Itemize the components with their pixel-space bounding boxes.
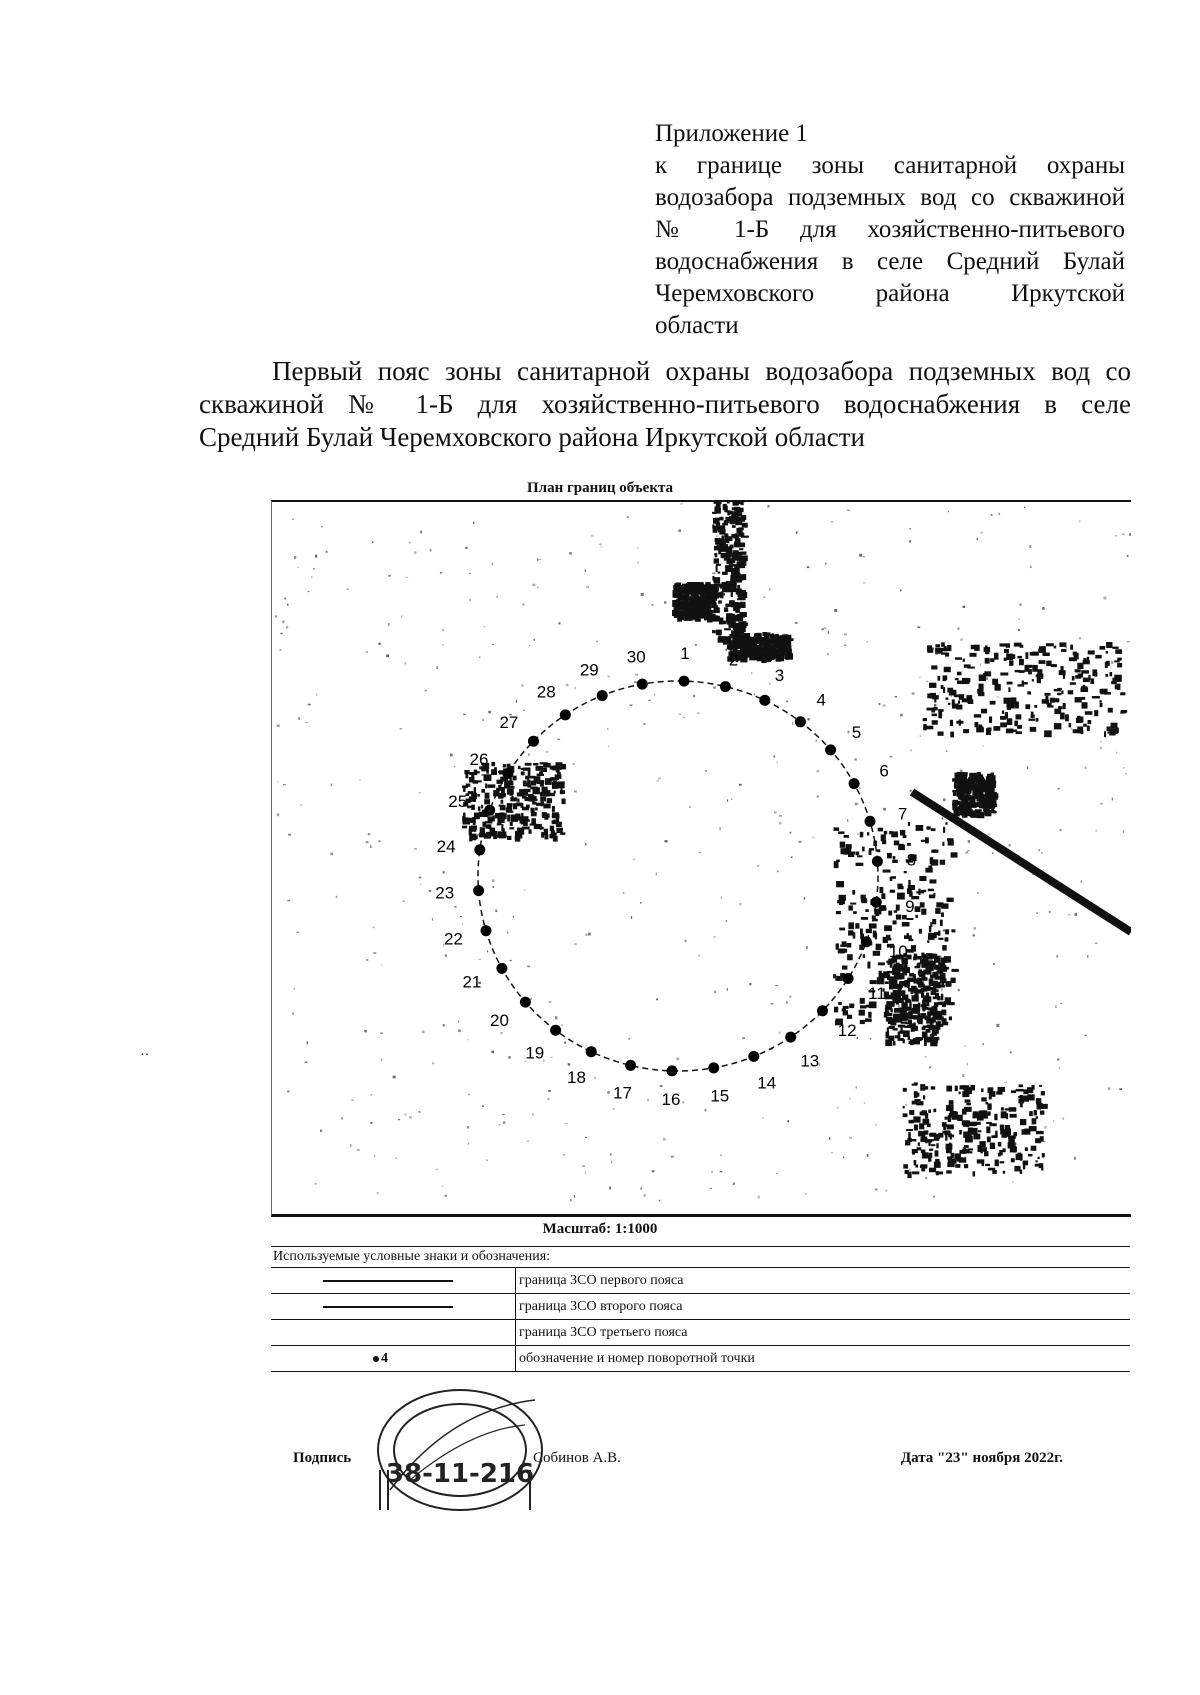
point-dot-icon: [843, 973, 854, 984]
point-dot-icon: [637, 679, 648, 690]
appendix-line: Приложение 1: [655, 120, 808, 147]
point-dot-icon: [597, 690, 608, 701]
terrain-blob: [923, 642, 1127, 737]
point-label: 14: [757, 1073, 777, 1093]
point-label: 12: [837, 1021, 857, 1041]
point-label: 22: [443, 929, 463, 949]
point-label: 4: [816, 690, 826, 710]
point-label: 21: [462, 972, 482, 992]
boundary-point: [444, 925, 492, 948]
point-label: 13: [800, 1051, 820, 1071]
point-label: 3: [774, 666, 785, 686]
point-dot-icon: [528, 736, 539, 747]
point-dot-icon: [481, 925, 492, 936]
point-label: 24: [436, 837, 456, 856]
point-dot-icon: [825, 744, 836, 755]
boundary-point: [490, 997, 531, 1031]
point-dot-icon: [496, 963, 507, 974]
appendix-line: водоснабжения в селе Средний Булай: [655, 248, 1125, 275]
point-symbol: [373, 1351, 513, 1367]
map-scale: Масштаб: 1:1000: [542, 1221, 658, 1237]
point-label: 26: [469, 749, 489, 769]
point-dot-icon: [865, 816, 876, 827]
appendix-line: Черемховского района Иркутской: [655, 280, 1125, 307]
margin-mark: ··: [140, 1048, 150, 1063]
signature-row: [293, 1446, 1063, 1476]
point-label: 1: [680, 644, 690, 664]
terrain-blob: [712, 502, 749, 645]
point-label: 5: [851, 722, 862, 742]
boundary-point: [748, 1051, 776, 1092]
terrain-background: [275, 502, 1131, 1201]
point-label: 19: [525, 1043, 545, 1063]
seal-stamp: [360, 1370, 560, 1520]
point-label: 28: [536, 682, 556, 702]
boundary-point: [525, 1025, 561, 1063]
point-label: 16: [661, 1089, 681, 1109]
point-dot-icon: [373, 1356, 379, 1362]
title-line: Средний Булай Черемховского района Иркутской области: [199, 422, 865, 452]
signature-label: Подпись: [293, 1450, 352, 1466]
boundary-point: [849, 761, 889, 789]
document-title: [199, 355, 1131, 454]
boundary-point: [865, 805, 908, 827]
legend-symbol: [271, 1268, 516, 1294]
point-dot-icon: [560, 709, 571, 720]
point-label: 25: [448, 791, 468, 811]
point-label: 29: [579, 660, 599, 680]
point-label: 7: [897, 804, 908, 824]
boundary-point: [795, 691, 826, 728]
solid-line-symbol: [323, 1280, 453, 1282]
point-label: 18: [567, 1067, 586, 1087]
boundary-point: [567, 1046, 597, 1087]
plan-caption: План границ объекта: [526, 480, 674, 496]
point-label: 9: [905, 897, 915, 916]
appendix-line: к границе зоны санитарной охраны: [655, 152, 1125, 179]
boundary-point: [580, 661, 608, 701]
appendix-line: водозабора подземных вод со скважиной: [655, 184, 1125, 211]
boundary-point: [785, 1032, 819, 1071]
plan-map: [271, 500, 1131, 1217]
point-dot-icon: [817, 1005, 828, 1016]
legend-symbol: [271, 1294, 516, 1320]
boundary-point: [437, 837, 486, 856]
title-line: Первый пояс зоны санитарной охраны водозабора подземных вод со: [272, 356, 1131, 386]
point-dot-icon: [502, 768, 513, 779]
point-label: 15: [710, 1086, 730, 1106]
point-label: 8: [906, 850, 917, 870]
legend-description: граница ЗСО второго пояса: [516, 1294, 1131, 1320]
point-dot-icon: [473, 885, 484, 896]
legend-header: Используемые условные знаки и обозначения:: [271, 1247, 1130, 1268]
point-label: 17: [613, 1083, 632, 1103]
boundary-points: [435, 644, 916, 1109]
point-label: 23: [435, 883, 455, 903]
seal-number: 38-11-216: [385, 1459, 535, 1489]
point-dot-icon: [484, 805, 495, 816]
point-dot-icon: [586, 1046, 597, 1057]
point-sample-number: 4: [381, 1350, 388, 1366]
terrain-blob: [952, 772, 998, 818]
point-dot-icon: [861, 936, 872, 947]
point-dot-icon: [520, 997, 531, 1008]
boundary-point: [759, 666, 784, 706]
signer-name: Собинов А.В.: [533, 1450, 621, 1466]
point-label: 6: [879, 761, 889, 781]
point-dot-icon: [871, 897, 882, 908]
solid-line-symbol: [323, 1306, 453, 1308]
point-dot-icon: [474, 844, 485, 855]
signature-date: Дата "23" ноября 2022г.: [900, 1450, 1063, 1466]
plan-svg: [272, 502, 1131, 1214]
point-dot-icon: [550, 1025, 561, 1036]
boundary-point: [499, 713, 539, 747]
point-label: 27: [499, 712, 519, 732]
boundary-point: [720, 650, 738, 692]
point-dot-icon: [759, 695, 770, 706]
point-dot-icon: [849, 778, 860, 789]
legend-description: граница ЗСО третьего пояса: [516, 1320, 1131, 1346]
legend-description: граница ЗСО первого пояса: [516, 1268, 1131, 1294]
point-label: 20: [490, 1011, 509, 1031]
appendix-line: № 1-Б для хозяйственно-питьевого: [655, 216, 1125, 243]
point-dot-icon: [625, 1060, 636, 1071]
point-dot-icon: [679, 676, 690, 687]
boundary-point: [435, 884, 484, 903]
point-label: 10: [888, 942, 908, 962]
legend-row: [271, 1320, 1130, 1346]
title-line: скважиной № 1-Б для хозяйственно-питьевого водоснабжения в селе: [199, 389, 1131, 419]
point-dot-icon: [785, 1032, 796, 1043]
legend-symbol: [271, 1320, 516, 1346]
legend-row: [271, 1294, 1130, 1320]
boundary-point: [627, 648, 648, 690]
legend-symbol: [271, 1346, 516, 1372]
terrain-blob: [672, 582, 719, 623]
point-dot-icon: [708, 1062, 719, 1073]
boundary-point: [613, 1060, 636, 1103]
boundary-point: [679, 644, 690, 687]
terrain-blob: [903, 1082, 1048, 1178]
boundary-point: [825, 723, 861, 756]
legend-row: [271, 1346, 1130, 1372]
legend-description: обозначение и номер поворотной точки: [516, 1346, 1131, 1372]
legend-table: [271, 1246, 1130, 1372]
appendix-line: области: [655, 312, 739, 339]
point-dot-icon: [872, 856, 883, 867]
point-dot-icon: [748, 1051, 759, 1062]
boundary-point: [537, 683, 571, 721]
point-label: 2: [728, 650, 739, 670]
point-dot-icon: [667, 1065, 678, 1076]
appendix-header: [655, 118, 1125, 342]
boundary-point: [662, 1065, 681, 1109]
point-label: 11: [868, 984, 886, 1004]
boundary-point: [462, 963, 507, 992]
legend-row: [271, 1268, 1130, 1294]
boundary-point: [708, 1062, 729, 1105]
point-dot-icon: [720, 681, 731, 692]
point-label: 30: [626, 647, 646, 667]
terrain-blob: [462, 762, 566, 842]
point-dot-icon: [795, 716, 806, 727]
